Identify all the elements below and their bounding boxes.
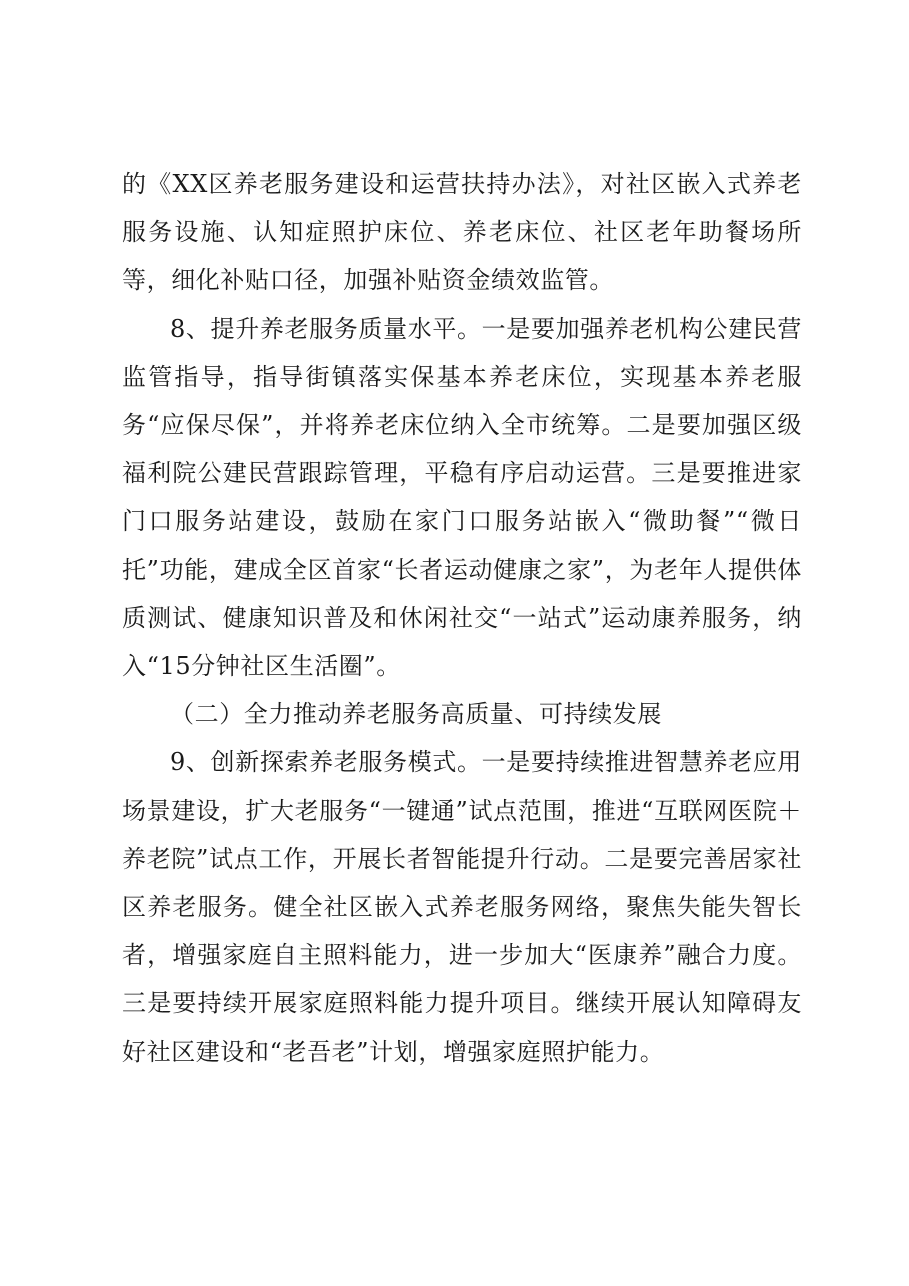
paragraph-item-8: 8、提升养老服务质量水平。一是要加强养老机构公建民营监管指导，指导街镇落实保基本养老床位，实现基本养老服务“应保尽保”，并将养老床位纳入全市统筹。二是要加强区级福利院公建民营跟踪管理，平稳有序启动运营。三是要推进家门口服务站建设，鼓励在家门口服务站嵌入“微助餐”“微日托”功能，建成全区首家“长者运动健康之家”，为老年人提供体质测试、健康知识普及和休闲社交“一站式”运动康养服务，纳入“15分钟社区生活圈”。 bbox=[122, 314, 802, 681]
section-heading-2: （二）全力推动养老服务高质量、可持续发展 bbox=[170, 700, 662, 729]
paragraph-continuation: 的《XX区养老服务建设和运营扶持办法》，对社区嵌入式养老服务设施、认知症照护床位、养老床位、社区老年助餐场所等，细化补贴口径，加强补贴资金绩效监管。 bbox=[122, 170, 802, 295]
document-body bbox=[122, 160, 802, 1076]
paragraph-item-9: 9、创新探索养老服务模式。一是要持续推进智慧养老应用场景建设，扩大老服务“一键通”试点范围，推进“互联网医院＋养老院”试点工作，开展长者智能提升行动。二是要完善居家社区养老服务。健全社区嵌入式养老服务网络，聚焦失能失智长者，增强家庭自主照料能力，进一步加大“医康养”融合力度。三是要持续开展家庭照料能力提升项目。继续开展认知障碍友好社区建设和“老吾老”计划，增强家庭照护能力。 bbox=[122, 748, 802, 1066]
